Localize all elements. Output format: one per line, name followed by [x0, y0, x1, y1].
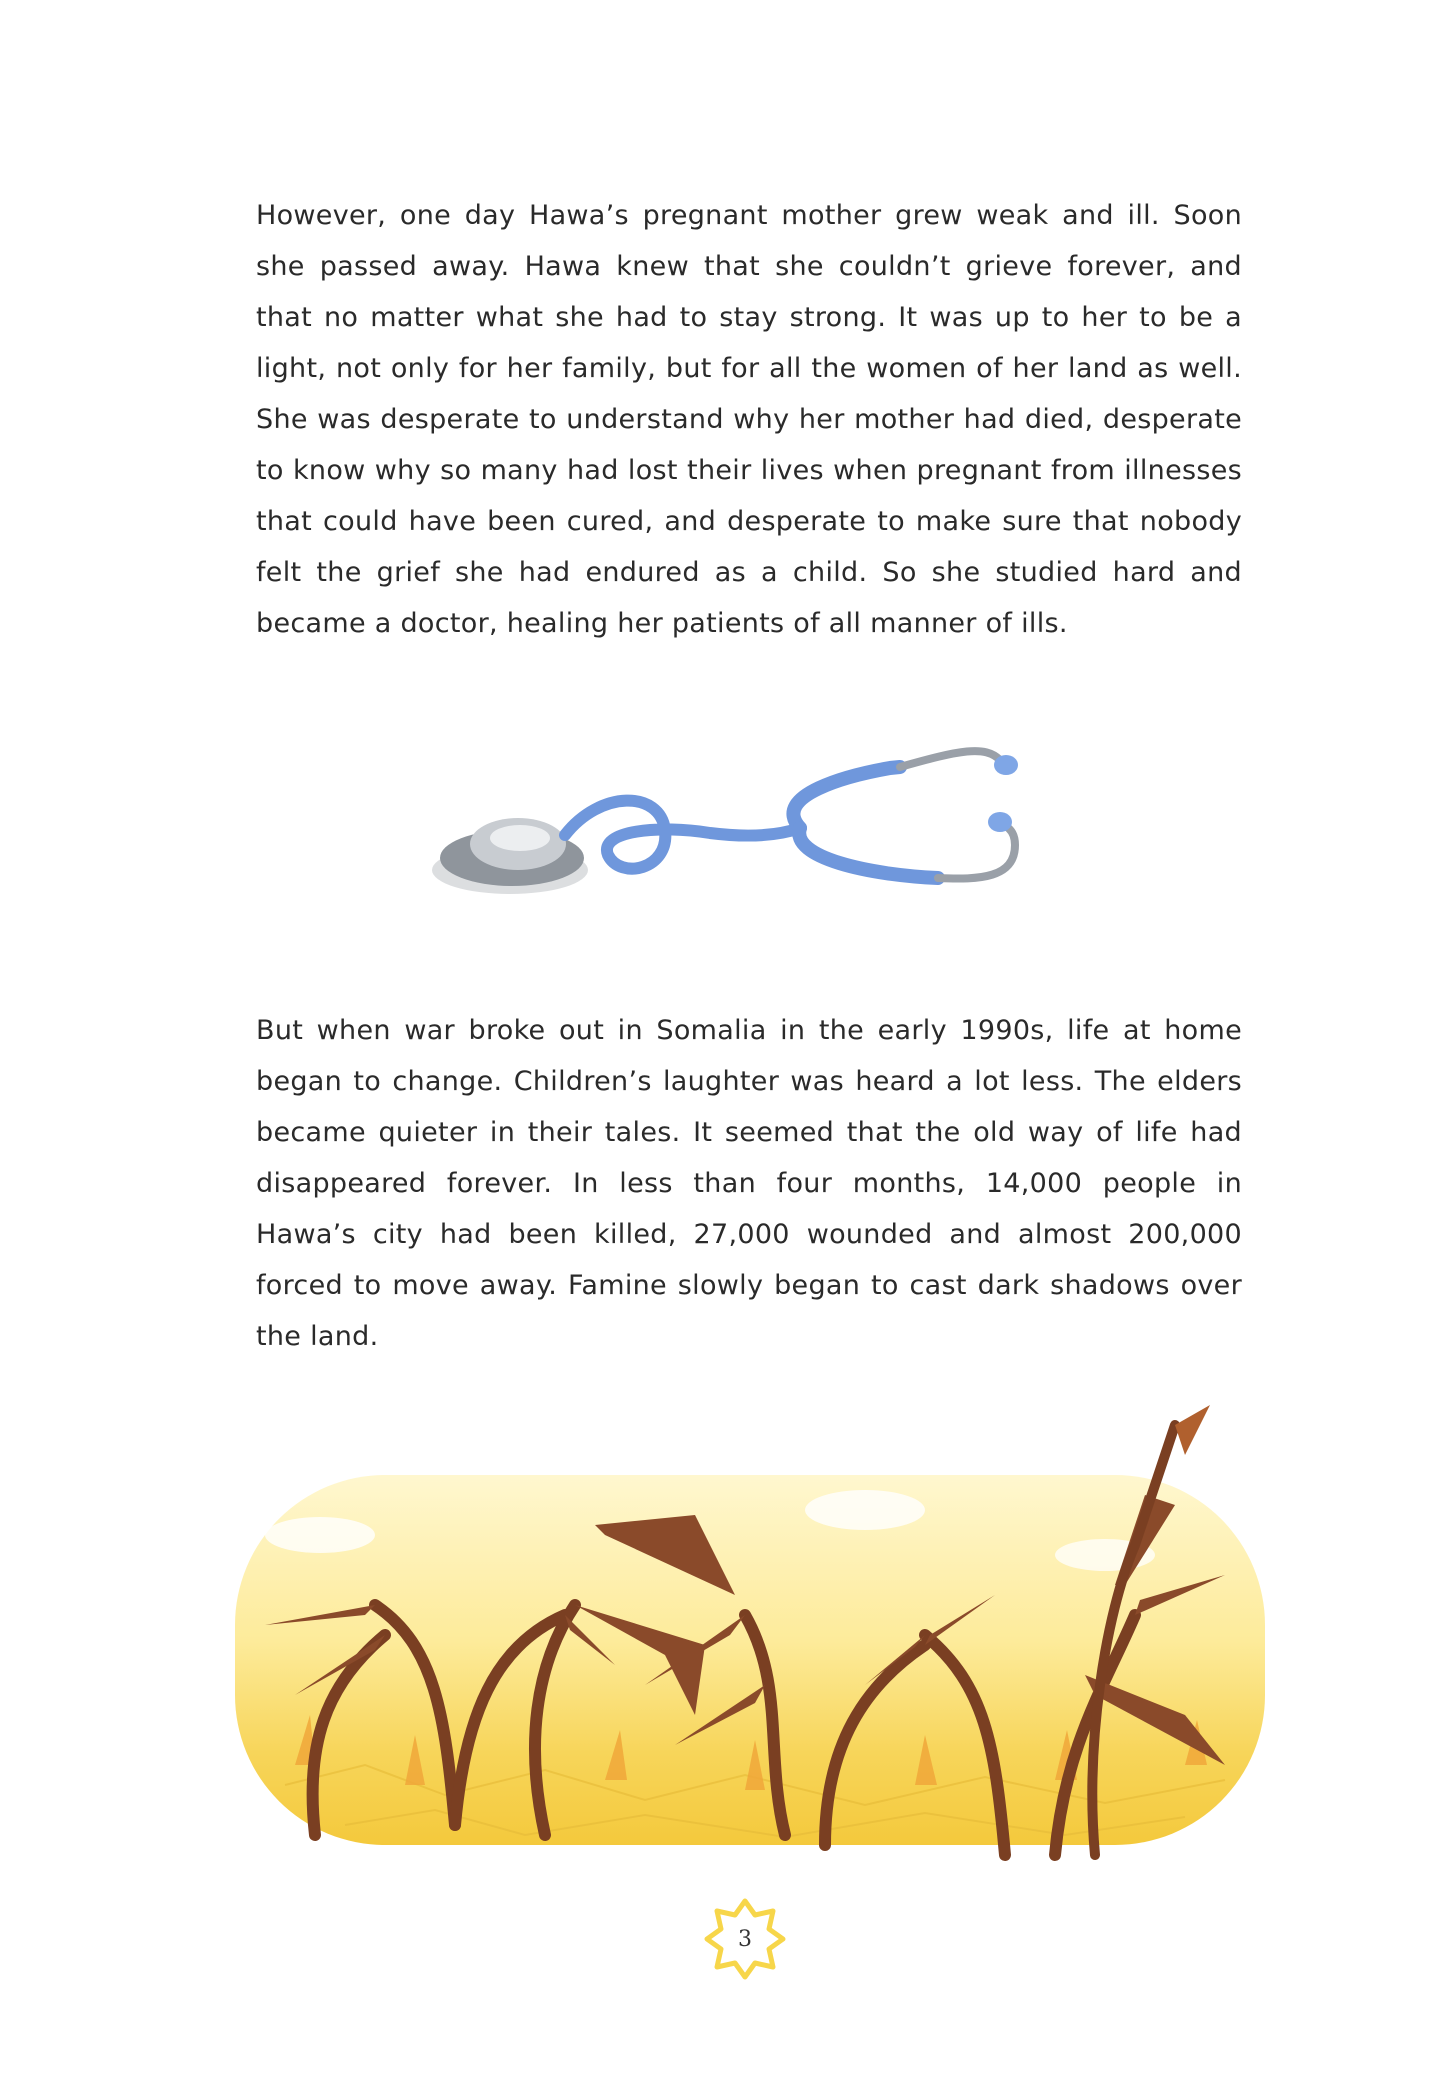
- tall-stalk-tip: [1175, 1405, 1210, 1455]
- cloud: [805, 1490, 925, 1530]
- page-number: 3: [738, 1926, 752, 1952]
- stethoscope-illustration: [430, 730, 1070, 910]
- binaural-upper: [900, 751, 1000, 767]
- earpiece-lower: [988, 812, 1012, 832]
- binaural-lower: [938, 825, 1015, 879]
- stethoscope-tube: [565, 801, 800, 869]
- chestpiece-highlight: [490, 825, 550, 851]
- story-paragraph-2: But when war broke out in Somalia in the early 1990s, life at home began to change. Children’s laughter was heard a lot less. The elders became quieter in their tales. It seemed that the old way of life had disappeared forever. In less than four months, 14,000 people in Hawa’s city had been killed, 27,000 wounded and almost 200,000 forced to move away. Famine slowly began to cast dark shadows over the land.: [256, 1015, 1242, 1352]
- cloud: [265, 1517, 375, 1553]
- earpiece-upper: [994, 755, 1018, 775]
- story-paragraph-1: However, one day Hawa’s pregnant mother grew weak and ill. Soon she passed away. Hawa knew that she couldn’t grieve forever, and that no matter what she had to stay strong. It was up to her to be a light, not only for her family, but for all the women of her land as well. She was desperate to understand why her mother had died, desperate to know why so many had lost their lives when pregnant from illnesses that could have been cured, and desperate to make sure that nobody felt the grief she had endured as a child. So she studied hard and became a doctor, healing her patients of all manner of ills.: [256, 200, 1242, 639]
- stethoscope-yoke: [793, 767, 900, 828]
- stethoscope-yoke-lower: [799, 828, 938, 878]
- withered-crops-illustration: [225, 1385, 1275, 1865]
